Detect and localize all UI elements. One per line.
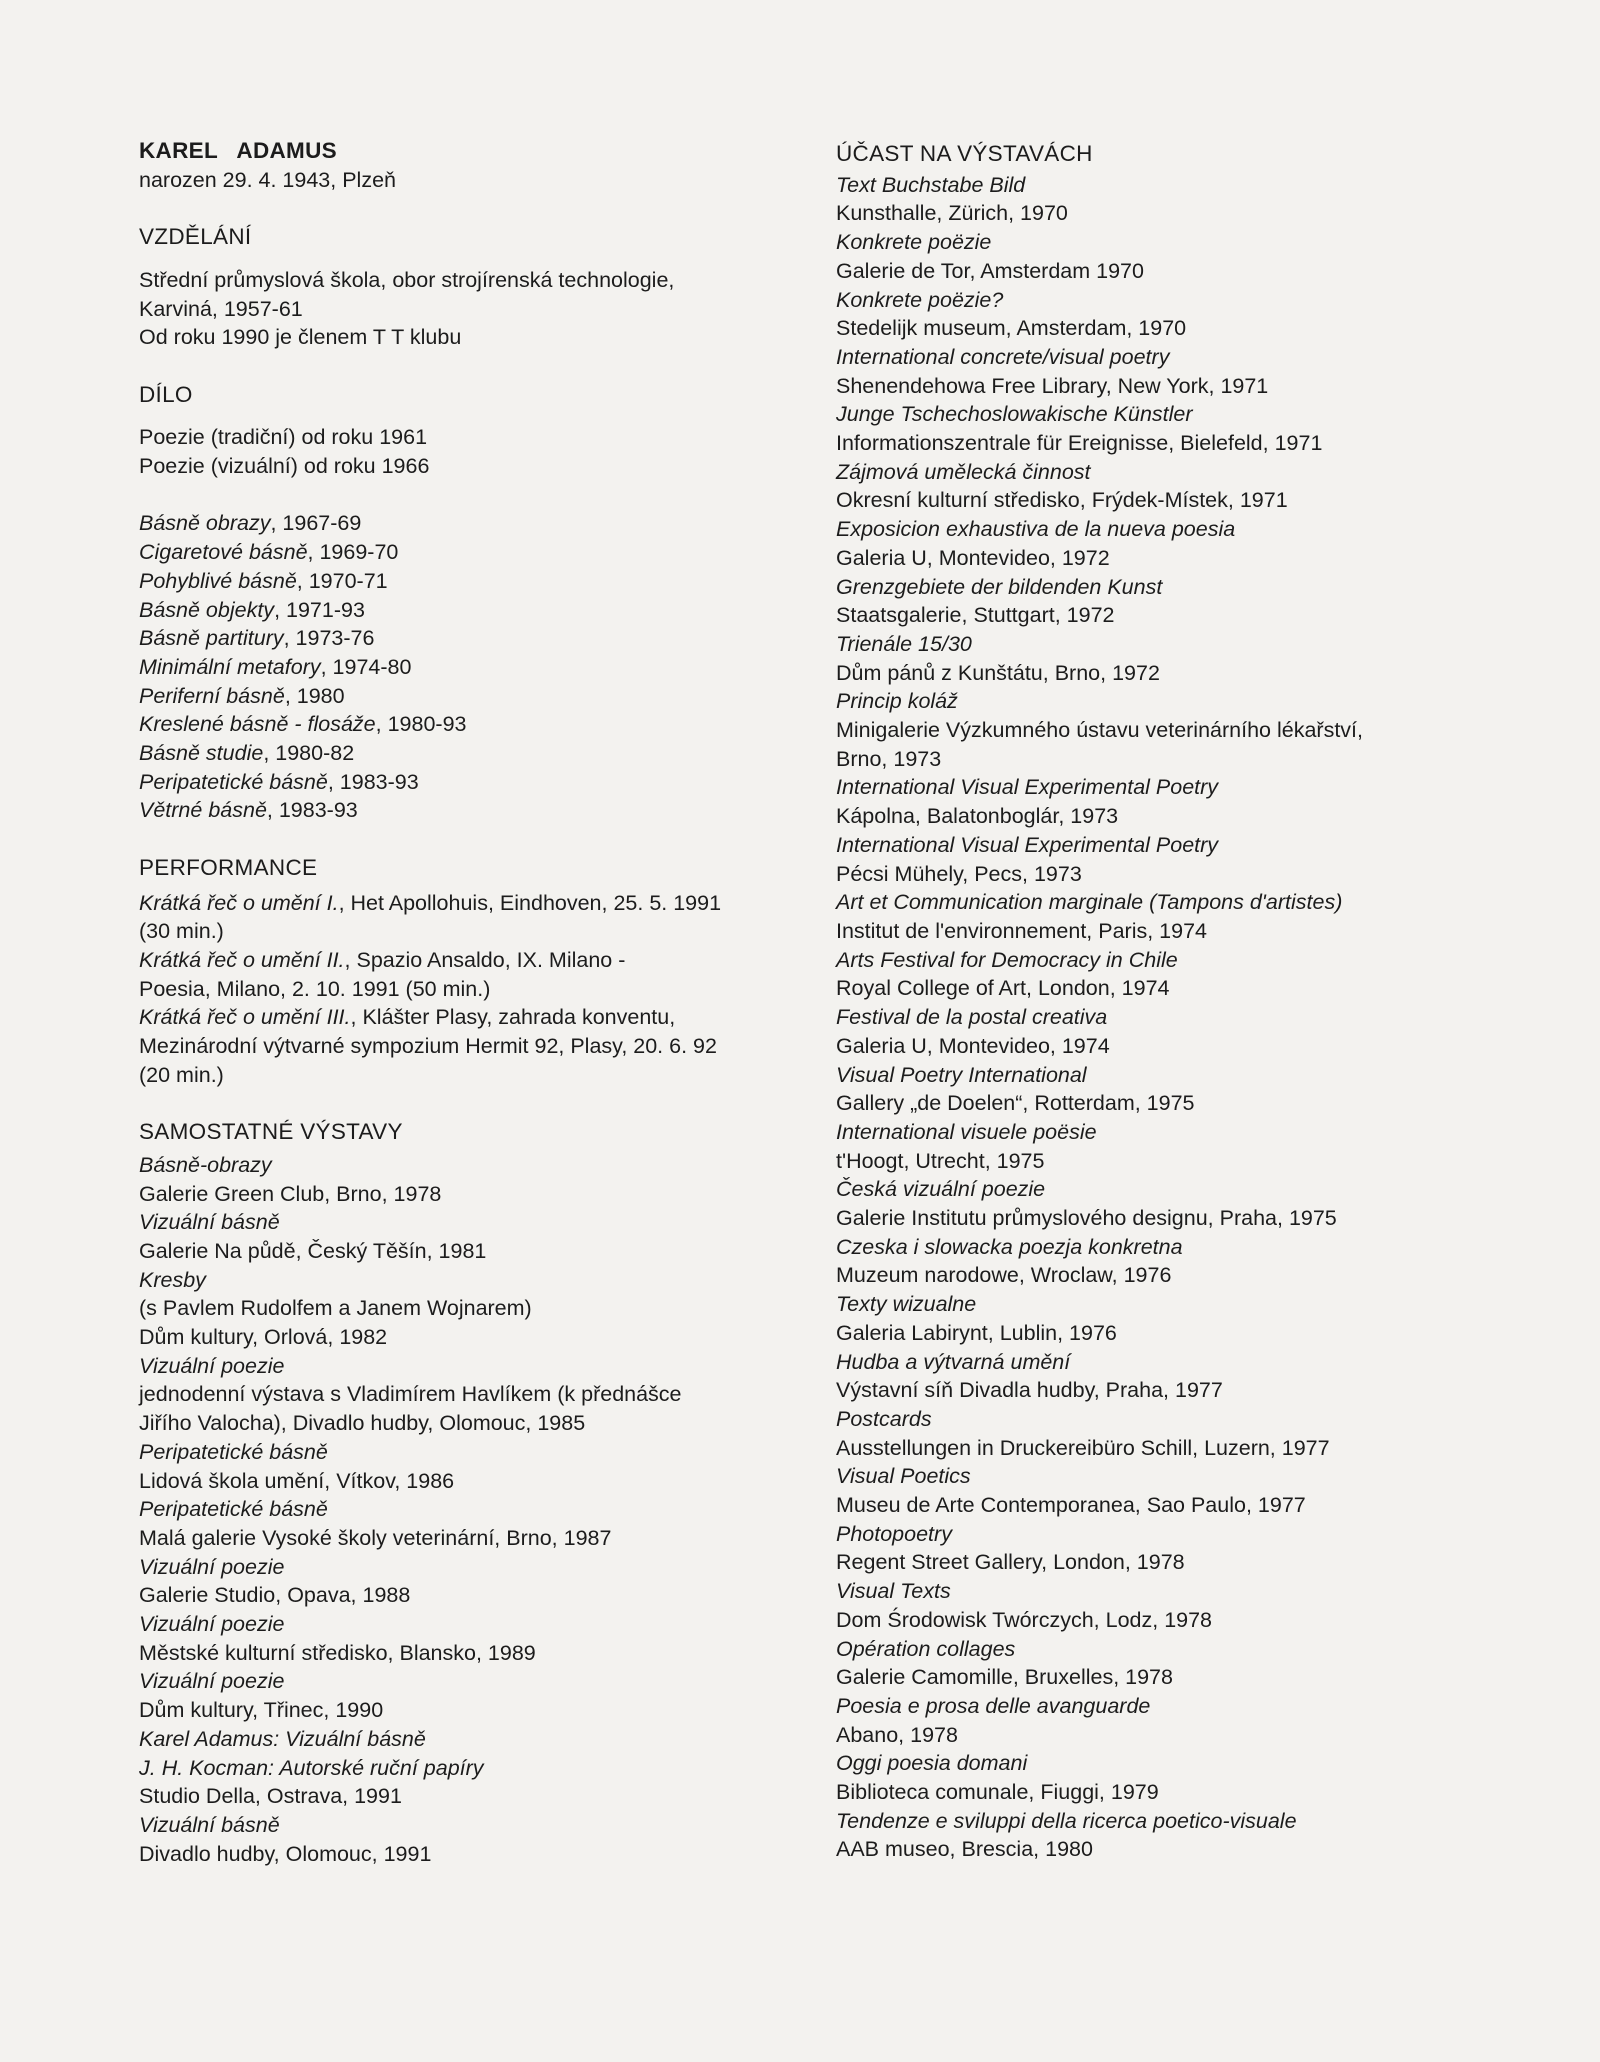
performance-line-title: Krátká řeč o umění II. bbox=[139, 947, 345, 972]
group-exhibition-title: Česká vizuální poezie bbox=[836, 1177, 1046, 1202]
series-line-title: Kreslené básně - flosáže bbox=[139, 712, 376, 737]
series-line-title: Cigaretové básně bbox=[139, 540, 308, 565]
solo-exhibition-title: Vizuální poezie bbox=[139, 1353, 285, 1378]
series-line bbox=[139, 768, 799, 797]
group-exhibition-venue: Stedelijk museum, Amsterdam, 1970 bbox=[836, 316, 1187, 341]
group-exhibition-venue: Pécsi Mühely, Pecs, 1973 bbox=[836, 861, 1082, 886]
series-line-detail: , 1973-76 bbox=[283, 626, 375, 651]
group-exhibition-title: Postcards bbox=[836, 1406, 932, 1431]
solo-exhibition-venue: jednodenní výstava s Vladimírem Havlíkem (k přednášce bbox=[139, 1382, 682, 1407]
group-exhibition-title: Konkrete poëzie? bbox=[836, 287, 1004, 312]
series-line-title: Periferní básně bbox=[139, 683, 285, 708]
group-exhibition-title: Text Buchstabe Bild bbox=[836, 172, 1026, 197]
series-line-detail: , 1980-93 bbox=[375, 712, 467, 737]
series-line-title: Básně studie bbox=[139, 741, 264, 766]
performance-line bbox=[139, 946, 799, 975]
group-exhibition-venue: Institut de l'environnement, Paris, 1974 bbox=[836, 918, 1208, 943]
group-exhibition-title: Tendenze e sviluppi della ricerca poetico-visuale bbox=[836, 1808, 1297, 1833]
performance-line bbox=[139, 917, 799, 946]
group-exhibition-title: Trienále 15/30 bbox=[836, 631, 972, 656]
group-exhibition-venue: Kápolna, Balatonboglár, 1973 bbox=[836, 804, 1119, 829]
series-line-detail: , 1969-70 bbox=[307, 540, 399, 565]
series-line-detail: , 1983-93 bbox=[266, 798, 358, 823]
solo-exhibition-title: J. H. Kocman: Autorské ruční papíry bbox=[139, 1755, 484, 1780]
performance-line-title: Krátká řeč o umění III. bbox=[139, 1005, 351, 1030]
group-exhibition-title: Grenzgebiete der bildenden Kunst bbox=[836, 574, 1163, 599]
birth-info: narozen 29. 4. 1943, Plzeň bbox=[139, 167, 396, 192]
group-exhibition-title: International visuele poësie bbox=[836, 1119, 1097, 1144]
series-line bbox=[139, 739, 799, 768]
group-exhibition-title: International Visual Experimental Poetry bbox=[836, 775, 1219, 800]
group-exhibition-title: Oggi poesia domani bbox=[836, 1751, 1028, 1776]
right-column bbox=[836, 140, 1576, 1864]
solo-exhibition-venue: Galerie Studio, Opava, 1988 bbox=[139, 1583, 411, 1608]
education-heading: VZDĚLÁNÍ bbox=[139, 224, 252, 250]
group-exhibition-title: Hudba a výtvarná umění bbox=[836, 1349, 1071, 1374]
group-exhibition-venue: Abano, 1978 bbox=[836, 1722, 958, 1747]
solo-exhibition-title: Vizuální poezie bbox=[139, 1554, 285, 1579]
performance-line-detail: Poesia, Milano, 2. 10. 1991 (50 min.) bbox=[139, 976, 491, 1001]
group-exhibition-venue: t'Hoogt, Utrecht, 1975 bbox=[836, 1148, 1045, 1173]
group-exhibition-venue: Royal College of Art, London, 1974 bbox=[836, 976, 1170, 1001]
series-line bbox=[139, 624, 799, 653]
group-exhibition-venue: Dom Środowisk Twórczych, Lodz, 1978 bbox=[836, 1607, 1213, 1632]
group-exhibition-venue: Shenendehowa Free Library, New York, 1971 bbox=[836, 373, 1269, 398]
performance-heading: PERFORMANCE bbox=[139, 854, 318, 880]
group-exhibition-venue: Galerie Institutu průmyslového designu, Praha, 1975 bbox=[836, 1206, 1337, 1231]
group-exhibition-venue: AAB museo, Brescia, 1980 bbox=[836, 1837, 1093, 1862]
performance-line bbox=[139, 1061, 799, 1090]
education-line: Karviná, 1957-61 bbox=[139, 296, 303, 321]
group-exhibition-title: Konkrete poëzie bbox=[836, 230, 992, 255]
series-line-detail: , 1980-82 bbox=[263, 741, 355, 766]
group-exhibition-venue: Ausstellungen in Druckereibüro Schill, Luzern, 1977 bbox=[836, 1435, 1330, 1460]
series-line-title: Básně objekty bbox=[139, 597, 275, 622]
group-exhibition-title: Junge Tschechoslowakische Künstler bbox=[836, 402, 1193, 427]
group-exhibition-title: Zájmová umělecká činnost bbox=[836, 459, 1091, 484]
series-line bbox=[139, 538, 799, 567]
series-line-detail: , 1967-69 bbox=[270, 511, 362, 536]
group-exhibition-venue: Informationszentrale für Ereignisse, Bielefeld, 1971 bbox=[836, 431, 1323, 456]
group-exhibition-venue: Galerie de Tor, Amsterdam 1970 bbox=[836, 258, 1144, 283]
group-exhibition-title: Poesia e prosa delle avanguarde bbox=[836, 1693, 1151, 1718]
group-exhibition-venue: Staatsgalerie, Stuttgart, 1972 bbox=[836, 603, 1115, 628]
group-exhibition-title: Arts Festival for Democracy in Chile bbox=[836, 947, 1178, 972]
group-exhibition-title: Exposicion exhaustiva de la nueva poesia bbox=[836, 517, 1236, 542]
group-exhibition-venue: Kunsthalle, Zürich, 1970 bbox=[836, 201, 1068, 226]
series-line-detail: , 1983-93 bbox=[327, 769, 419, 794]
group-exhibition-title: Visual Texts bbox=[836, 1579, 951, 1604]
solo-exhibition-venue: Galerie Na půdě, Český Těšín, 1981 bbox=[139, 1238, 487, 1263]
group-exhibition-title: Visual Poetics bbox=[836, 1464, 971, 1489]
group-exhibition-venue: Dům pánů z Kunštátu, Brno, 1972 bbox=[836, 660, 1160, 685]
solo-exhibition-venue: Galerie Green Club, Brno, 1978 bbox=[139, 1181, 442, 1206]
group-exhibition-title: Princip koláž bbox=[836, 689, 958, 714]
series-line-detail: , 1974-80 bbox=[320, 654, 412, 679]
group-exhibition-venue: Brno, 1973 bbox=[836, 746, 942, 771]
solo-exhibition-title: Vizuální poezie bbox=[139, 1669, 285, 1694]
series-line bbox=[139, 567, 799, 596]
group-exhibition-title: Czeska i slowacka poezja konkretna bbox=[836, 1234, 1183, 1259]
group-exhibition-title: Festival de la postal creativa bbox=[836, 1005, 1108, 1030]
group-exhibition-title: Opération collages bbox=[836, 1636, 1016, 1661]
series-line bbox=[139, 796, 799, 825]
performance-line bbox=[139, 889, 799, 918]
group-exhibition-venue: Museu de Arte Contemporanea, Sao Paulo, 1977 bbox=[836, 1493, 1306, 1518]
group-exhibitions-heading: ÚČAST NA VÝSTAVÁCH bbox=[836, 141, 1093, 166]
performance-line bbox=[139, 975, 799, 1004]
solo-exhibition-title: Kresby bbox=[139, 1267, 206, 1292]
solo-exhibition-venue: Lidová škola umění, Vítkov, 1986 bbox=[139, 1468, 455, 1493]
series-line-detail: , 1970-71 bbox=[296, 568, 388, 593]
left-column bbox=[139, 137, 799, 1868]
solo-exhibition-title: Vizuální básně bbox=[139, 1813, 280, 1837]
group-exhibition-title: International Visual Experimental Poetry bbox=[836, 832, 1219, 857]
series-line bbox=[139, 710, 799, 739]
group-exhibition-venue: Regent Street Gallery, London, 1978 bbox=[836, 1550, 1185, 1575]
solo-exhibition-title: Peripatetické básně bbox=[139, 1439, 328, 1464]
author-name: KAREL ADAMUS bbox=[139, 138, 337, 163]
solo-exhibition-title: Karel Adamus: Vizuální básně bbox=[139, 1726, 426, 1751]
series-line-title: Básně obrazy bbox=[139, 511, 271, 536]
performance-line bbox=[139, 1003, 799, 1032]
series-line-title: Minimální metafory bbox=[139, 654, 321, 679]
work-line: Poezie (vizuální) od roku 1966 bbox=[139, 454, 430, 478]
group-exhibition-title: Visual Poetry International bbox=[836, 1062, 1087, 1087]
performance-line-detail: (20 min.) bbox=[139, 1062, 224, 1087]
performance-list bbox=[139, 889, 799, 1090]
series-line bbox=[139, 596, 799, 625]
group-exhibition-title: Texty wizualne bbox=[836, 1292, 977, 1317]
solo-exhibition-venue: Studio Della, Ostrava, 1991 bbox=[139, 1784, 402, 1809]
group-exhibition-venue: Galeria Labirynt, Lublin, 1976 bbox=[836, 1320, 1117, 1345]
solo-exhibition-venue: (s Pavlem Rudolfem a Janem Wojnarem) bbox=[139, 1296, 532, 1321]
solo-exhibition-venue: Dům kultury, Orlová, 1982 bbox=[139, 1325, 388, 1350]
group-exhibition-venue: Gallery „de Doelen“, Rotterdam, 1975 bbox=[836, 1091, 1195, 1116]
solo-exhibition-venue: Divadlo hudby, Olomouc, 1991 bbox=[139, 1841, 432, 1866]
series-line-title: Pohyblivé básně bbox=[139, 568, 297, 593]
series-line-detail: , 1980 bbox=[284, 683, 345, 708]
education-line: Od roku 1990 je členem T T klubu bbox=[139, 325, 462, 350]
solo-exhibitions-heading: SAMOSTATNÉ VÝSTAVY bbox=[139, 1119, 403, 1145]
group-exhibition-venue: Biblioteca comunale, Fiuggi, 1979 bbox=[836, 1780, 1159, 1805]
solo-exhibition-title: Vizuální poezie bbox=[139, 1612, 285, 1637]
group-exhibition-venue: Galerie Camomille, Bruxelles, 1978 bbox=[836, 1665, 1173, 1690]
education-line: Střední průmyslová škola, obor strojírenská technologie, bbox=[139, 267, 675, 292]
series-line-title: Básně partitury bbox=[139, 626, 284, 651]
group-exhibition-title: Photopoetry bbox=[836, 1521, 952, 1546]
group-exhibition-venue: Okresní kulturní středisko, Frýdek-Místek, 1971 bbox=[836, 488, 1288, 513]
solo-exhibition-venue: Malá galerie Vysoké školy veterinární, Brno, 1987 bbox=[139, 1525, 612, 1550]
group-exhibition-title: International concrete/visual poetry bbox=[836, 344, 1170, 369]
group-exhibition-venue: Výstavní síň Divadla hudby, Praha, 1977 bbox=[836, 1378, 1223, 1403]
series-line-detail: , 1971-93 bbox=[274, 597, 365, 622]
solo-exhibition-title: Básně-obrazy bbox=[139, 1152, 272, 1177]
performance-line-detail: , Het Apollohuis, Eindhoven, 25. 5. 1991 bbox=[338, 890, 722, 915]
performance-line-detail: (30 min.) bbox=[139, 919, 224, 944]
solo-exhibition-venue: Jiřího Valocha), Divadlo hudby, Olomouc, 1985 bbox=[139, 1411, 586, 1436]
group-exhibition-venue: Muzeum narodowe, Wroclaw, 1976 bbox=[836, 1263, 1172, 1288]
performance-line-title: Krátká řeč o umění I. bbox=[139, 890, 339, 915]
series-line-title: Větrné básně bbox=[139, 798, 267, 823]
group-exhibition-venue: Minigalerie Výzkumného ústavu veterinárního lékařství, bbox=[836, 718, 1364, 743]
performance-line-detail: , Klášter Plasy, zahrada konventu, bbox=[350, 1005, 676, 1030]
solo-exhibition-title: Peripatetické básně bbox=[139, 1497, 328, 1522]
solo-exhibition-title: Vizuální básně bbox=[139, 1210, 280, 1235]
work-series-list bbox=[139, 509, 799, 825]
performance-line-detail: Mezinárodní výtvarné sympozium Hermit 92, Plasy, 20. 6. 92 bbox=[139, 1034, 717, 1059]
performance-line-detail: , Spazio Ansaldo, IX. Milano - bbox=[344, 947, 626, 972]
solo-exhibitions-list bbox=[139, 1151, 799, 1869]
group-exhibitions-list bbox=[836, 171, 1576, 1864]
work-line: Poezie (tradiční) od roku 1961 bbox=[139, 425, 428, 450]
solo-exhibition-venue: Městské kulturní středisko, Blansko, 1989 bbox=[139, 1640, 536, 1665]
work-heading: DÍLO bbox=[139, 381, 193, 407]
series-line bbox=[139, 509, 799, 538]
education-list bbox=[139, 266, 799, 352]
series-line-title: Peripatetické básně bbox=[139, 769, 328, 794]
group-exhibition-venue: Galeria U, Montevideo, 1974 bbox=[836, 1033, 1110, 1058]
group-exhibition-title: Art et Communication marginale (Tampons d'artistes) bbox=[836, 890, 1343, 915]
solo-exhibition-venue: Dům kultury, Třinec, 1990 bbox=[139, 1698, 384, 1723]
work-list bbox=[139, 423, 799, 480]
series-line bbox=[139, 682, 799, 711]
performance-line bbox=[139, 1032, 799, 1061]
series-line bbox=[139, 653, 799, 682]
group-exhibition-venue: Galeria U, Montevideo, 1972 bbox=[836, 545, 1110, 570]
